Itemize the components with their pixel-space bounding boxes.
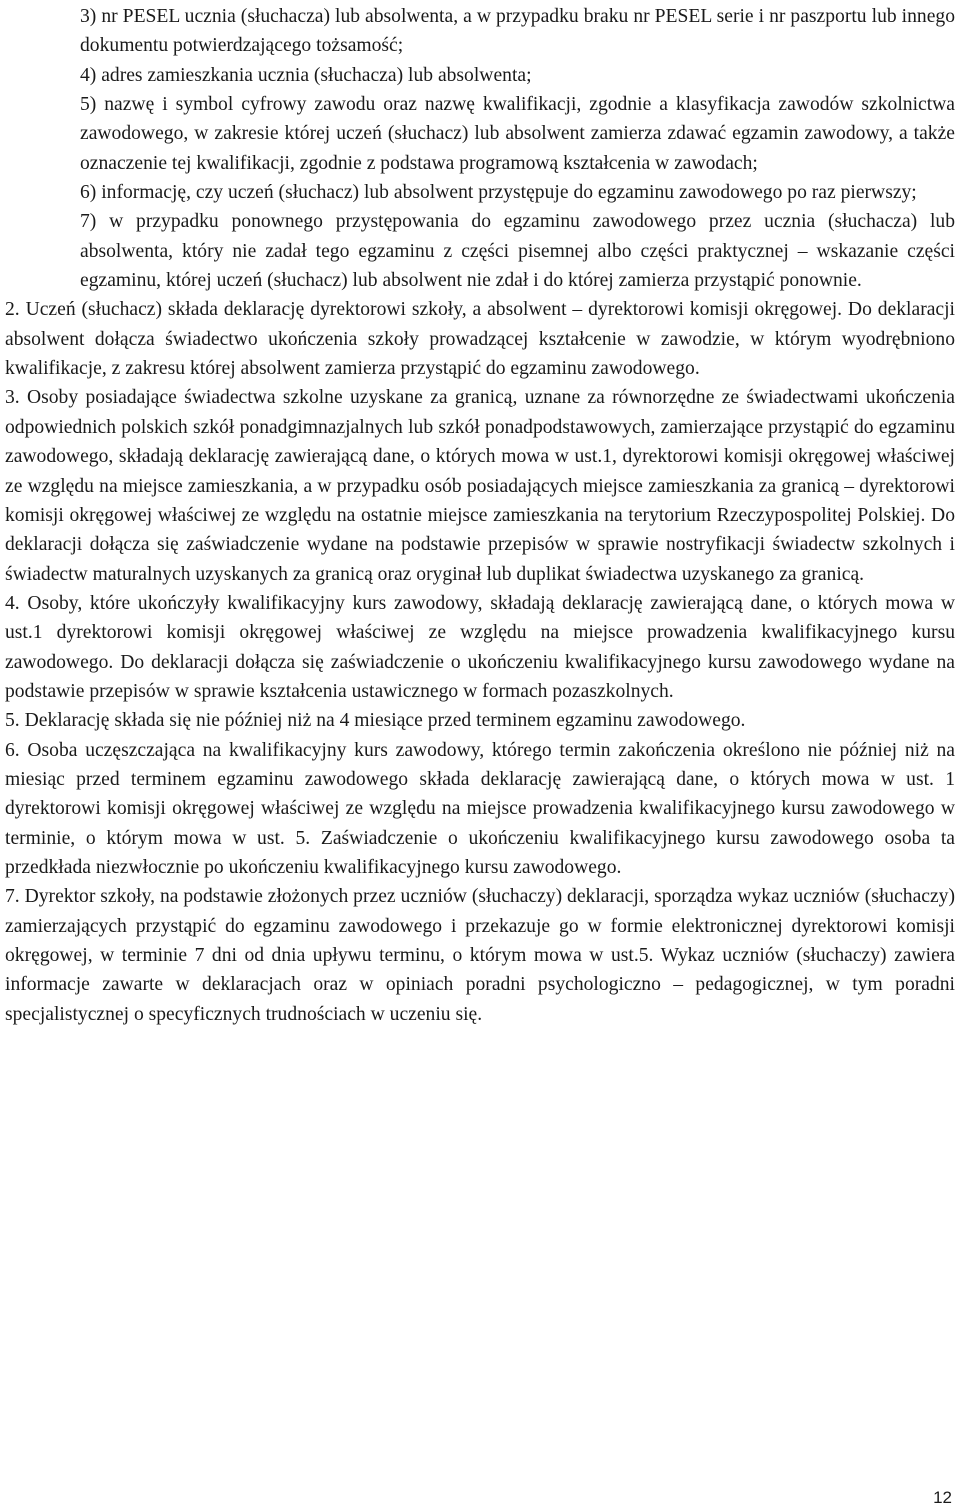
document-body bbox=[5, 2, 955, 1029]
list-item-3: 3) nr PESEL ucznia (słuchacza) lub absolwenta, a w przypadku braku nr PESEL serie i nr paszportu lub innego dokumentu potwierdzającego tożsamość; bbox=[80, 6, 955, 57]
list-item-7: 7) w przypadku ponownego przystępowania do egzaminu zawodowego przez ucznia (słuchacza) lub absolwenta, który nie zadał tego egzaminu z części pisemnej albo części praktycznej – wskazanie części egzaminu, której uczeń (słuchacz) lub absolwent nie zdał i do której zamierza przystąpić ponownie. bbox=[80, 211, 955, 292]
list-item-5: 5) nazwę i symbol cyfrowy zawodu oraz nazwę kwalifikacji, zgodnie a klasyfikacja zawodów szkolnictwa zawodowego, w zakresie której uczeń (słuchacz) lub absolwent zamierza zdawać egzamin zawodowy, a także oznaczenie tej kwalifikacji, zgodnie z podstawa programową kształcenia w zawodach; bbox=[80, 94, 955, 174]
page-number: 12 bbox=[933, 1488, 952, 1507]
list-item-6: 6) informację, czy uczeń (słuchacz) lub absolwent przystępuje do egzaminu zawodowego po raz pierwszy; bbox=[80, 182, 917, 204]
paragraph-3: 3. Osoby posiadające świadectwa szkolne uzyskane za granicą, uznane za równorzędne ze świadectwami ukończenia odpowiednich polskich szkół ponadgimnazjalnych lub szkół ponadpodstawowych, zamierzające przystąpić do egzaminu zawodowego, składają deklarację zawierającą dane, o których mowa w ust.1, dyrektorowi komisji okręgowej właściwej ze względu na miejsce zamieszkania, a w przypadku osób posiadających miejsce zamieszkania za granicą – dyrektorowi komisji okręgowej właściwej ze względu na ostatnie miejsce zamieszkania na terytorium Rzeczypospolitej Polskiej. Do deklaracji dołącza się zaświadczenie wydane na podstawie przepisów w sprawie nostryfikacji świadectw szkolnych i świadectw maturalnych uzyskanych za granicą oraz oryginał lub duplikat świadectwa uzyskanego za granicą. bbox=[5, 387, 955, 585]
paragraph-2: 2. Uczeń (słuchacz) składa deklarację dyrektorowi szkoły, a absolwent – dyrektorowi komisji okręgowej. Do deklaracji absolwent dołącza świadectwo ukończenia szkoły prowadzącej kształcenie w zawodzie, w którym wyodrębniono kwalifikacje, z zakresu której absolwent zamierza przystąpić do egzaminu zawodowego. bbox=[5, 299, 955, 380]
paragraph-7: 7. Dyrektor szkoły, na podstawie złożonych przez uczniów (słuchaczy) deklaracji, sporządza wykaz uczniów (słuchaczy) zamierzających przystąpić do egzaminu zawodowego i przekazuje go w formie elektronicznej dyrektorowi komisji okręgowej, w terminie 7 dni od dnia upływu terminu, o którym mowa w ust.5. Wykaz uczniów (słuchaczy) zawiera informacje zawarte w deklaracjach oraz w opiniach poradni psychologiczno – pedagogicznej, w tym poradni specjalistycznej o specyficznych trudnościach w uczeniu się. bbox=[5, 886, 955, 1025]
paragraph-4: 4. Osoby, które ukończyły kwalifikacyjny kurs zawodowy, składają deklarację zawierającą dane, o których mowa w ust.1 dyrektorowi komisji okręgowej właściwej ze względu na miejsce prowadzenia kwalifikacyjnego kursu zawodowego. Do deklaracji dołącza się zaświadczenie o ukończeniu kwalifikacyjnego kursu zawodowego wydane na podstawie przepisów w sprawie kształcenia ustawicznego w formach pozaszkolnych. bbox=[5, 592, 955, 702]
paragraph-6: 6. Osoba uczęszczająca na kwalifikacyjny kurs zawodowy, którego termin zakończenia określono nie później niż na miesiąc przed terminem egzaminu zawodowego składa deklarację zawierającą dane, o których mowa w ust. 1 dyrektorowi komisji okręgowej właściwej ze względu na miejsce prowadzenia kwalifikacyjnego kursu zawodowego w terminie, o którym mowa w ust. 5. Zaświadczenie o ukończeniu kwalifikacyjnego kursu zawodowego osoba ta przedkłada niezwłocznie po ukończeniu kwalifikacyjnego kursu zawodowego. bbox=[5, 739, 955, 878]
list-item-4: 4) adres zamieszkania ucznia (słuchacza) lub absolwenta; bbox=[80, 64, 532, 86]
paragraph-5: 5. Deklarację składa się nie później niż na 4 miesiące przed terminem egzaminu zawodowego. bbox=[5, 710, 746, 732]
